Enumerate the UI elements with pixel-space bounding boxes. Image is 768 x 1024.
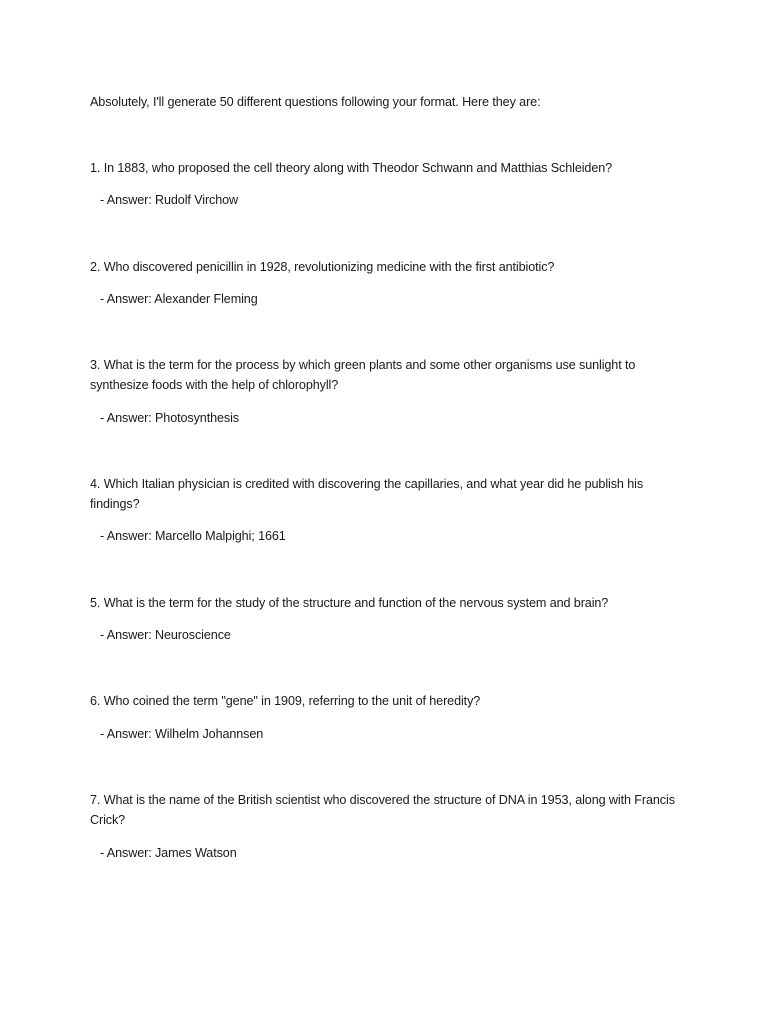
answer-7: - Answer: James Watson xyxy=(100,846,237,860)
intro-paragraph: Absolutely, I'll generate 50 different questions following your format. Here they are: xyxy=(90,95,541,109)
question-6: 6. Who coined the term "gene" in 1909, referring to the unit of heredity? xyxy=(90,694,481,708)
answer-6: - Answer: Wilhelm Johannsen xyxy=(100,727,264,741)
answer-5: - Answer: Neuroscience xyxy=(100,628,231,642)
answer-2: - Answer: Alexander Fleming xyxy=(100,292,258,306)
question-7: 7. What is the name of the British scientist who discovered the structure of DNA in 1953, along with Francis Crick? xyxy=(90,793,675,827)
answer-1: - Answer: Rudolf Virchow xyxy=(100,193,239,207)
question-5: 5. What is the term for the study of the structure and function of the nervous system and brain? xyxy=(90,596,609,610)
answer-3: - Answer: Photosynthesis xyxy=(100,411,239,425)
question-2: 2. Who discovered penicillin in 1928, revolutionizing medicine with the first antibiotic? xyxy=(90,260,555,274)
question-1: 1. In 1883, who proposed the cell theory along with Theodor Schwann and Matthias Schleiden? xyxy=(90,161,613,175)
answer-4: - Answer: Marcello Malpighi; 1661 xyxy=(100,529,286,543)
question-4: 4. Which Italian physician is credited with discovering the capillaries, and what year did he publish his findings? xyxy=(90,477,644,511)
question-3: 3. What is the term for the process by which green plants and some other organisms use sunlight to synthesize foods with the help of chlorophyll? xyxy=(90,358,636,392)
